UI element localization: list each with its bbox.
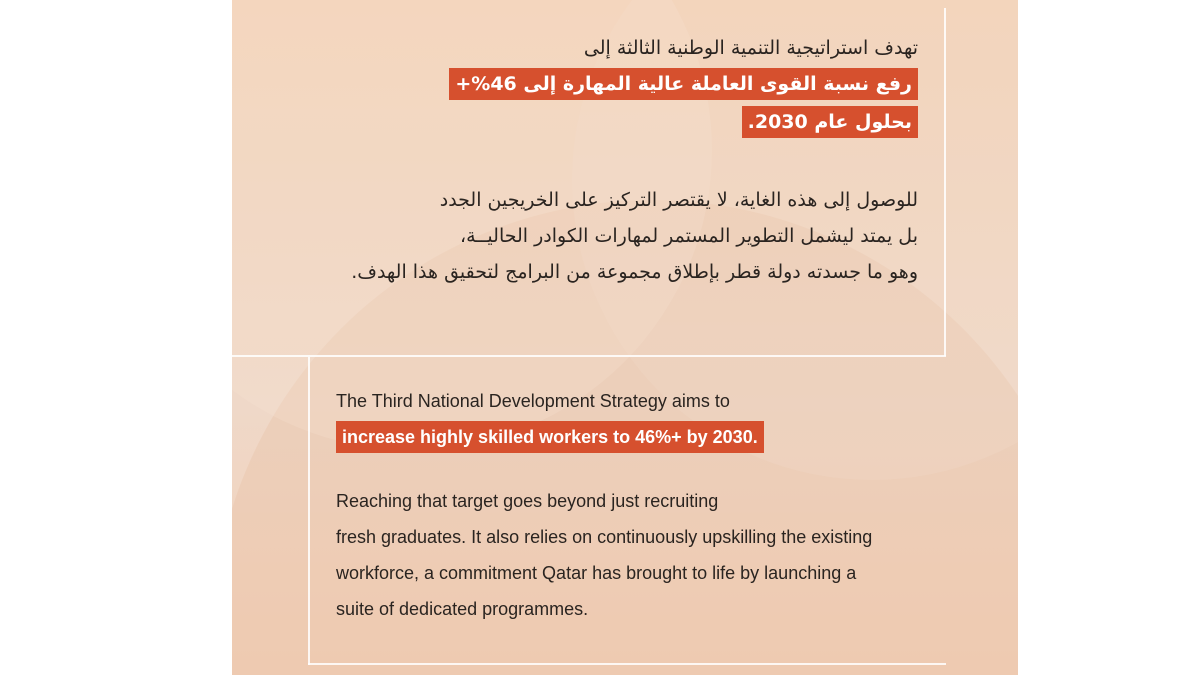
frame-top-right-vertical	[944, 8, 946, 356]
arabic-paragraph-line: بل يمتد ليشمل التطوير المستمر لمهارات الكوادر الحاليــة،	[459, 225, 918, 247]
english-text-block	[336, 383, 936, 627]
arabic-paragraph-line: للوصول إلى هذه الغاية، لا يقتصر التركيز على الخريجين الجدد	[439, 189, 918, 211]
english-paragraph-line: suite of dedicated programmes.	[336, 599, 589, 619]
arabic-paragraph-line: وهو ما جسدته دولة قطر بإطلاق مجموعة من البرامج لتحقيق هذا الهدف.	[351, 261, 918, 283]
english-paragraph-line: fresh graduates. It also relies on continuously upskilling the existing	[336, 527, 873, 547]
english-intro: The Third National Development Strategy aims to	[336, 391, 730, 411]
frame-bottom-left-vertical	[308, 357, 310, 665]
english-highlight: increase highly skilled workers to 46%+ by 2030.	[336, 421, 764, 453]
english-paragraph	[336, 483, 936, 627]
frame-top-right-horizontal	[232, 355, 946, 357]
english-paragraph-line: Reaching that target goes beyond just recruiting	[336, 491, 719, 511]
arabic-highlight-line-1: رفع نسبة القوى العاملة عالية المهارة إلى 46%+	[449, 68, 918, 100]
arabic-intro: تهدف استراتيجية التنمية الوطنية الثالثة إلى	[583, 37, 918, 59]
english-paragraph-line: workforce, a commitment Qatar has brought to life by launching a	[336, 563, 857, 583]
arabic-text-block	[278, 30, 918, 290]
arabic-paragraph	[278, 182, 918, 290]
arabic-highlight-line-2: بحلول عام 2030.	[742, 106, 918, 138]
content-card	[232, 0, 1018, 675]
frame-bottom-horizontal	[308, 663, 946, 665]
